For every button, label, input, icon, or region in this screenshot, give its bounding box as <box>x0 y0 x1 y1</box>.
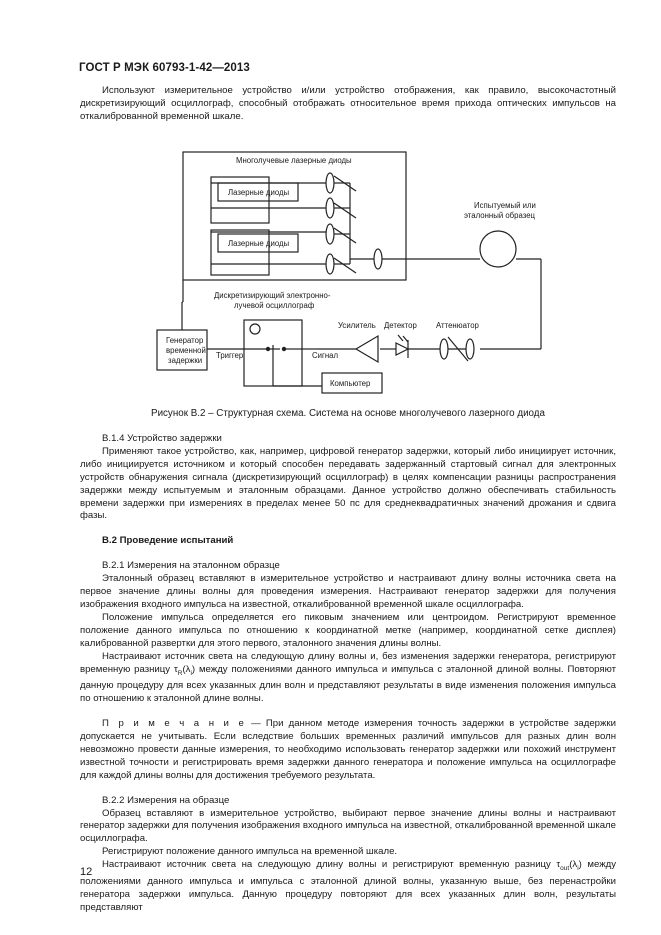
computer-label: Компьютер <box>330 379 371 388</box>
section-b22-title: В.2.2 Измерения на образце <box>102 794 230 806</box>
trigger-label: Триггер <box>216 351 244 360</box>
laser-diodes-label-1: Лазерные диоды <box>228 188 290 197</box>
generator-label-2: временной <box>166 346 206 355</box>
note-text: — При данном методе измерения точность задержки в устройстве задержки допускается не учитывать. Если вследствие больших временных различий импульсов для разных длин волн невозможно провести данные измерения, то необходимо использовать генератор задержки или похожий инструмент известной точности и регистрировать время задержки данного генератора и положение импульса на осциллографе для каждой длины волны для достижения требуемого результата. <box>80 718 616 781</box>
detector-label: Детектор <box>384 321 417 330</box>
section-b21-p1: Эталонный образец вставляют в измерительное устройство и настраивают длину волны источника света на первое значение длины волны для проведения измерения. Настраивают генератор задержки для получения изображения входного импульса на известной, откалиброванной временной шкале осциллографа. <box>80 573 616 610</box>
note-paragraph <box>80 718 616 783</box>
page-number: 12 <box>80 866 93 878</box>
scope-label-2: лучевой осциллограф <box>234 301 315 310</box>
section-b14-title: В.1.4 Устройство задержки <box>102 433 222 444</box>
section-b21-p2: Положение импульса определяется его пиковым значением или центроидом. Регистрируют временное положение данного импульса по отношению к координатной метке (например, координатной сетке дисплея) калиброванной развертки для этого первого, эталонного значения длины волны. <box>80 611 616 649</box>
section-b2-title: В.2 Проведение испытаний <box>102 535 234 547</box>
body-text <box>80 433 616 915</box>
note-label: П р и м е ч а н и е <box>102 718 246 730</box>
fiber-sample-coil <box>480 231 516 267</box>
laser-module-frame <box>183 152 406 280</box>
signal-label: Сигнал <box>312 351 339 360</box>
document-header: ГОСТ Р МЭК 60793-1-42—2013 <box>79 62 250 74</box>
amplifier-triangle <box>356 336 378 362</box>
laser-group-1 <box>211 177 269 223</box>
generator-label-3: задержки <box>168 356 203 365</box>
laser-diodes-label-2: Лазерные диоды <box>228 239 290 248</box>
sample-label-1: Испытуемый или <box>474 201 536 210</box>
intro-text: Используют измерительное устройство и/или устройство отображения, как правило, высокочастотный дискретизирующий осциллограф, способный отображать относительное время прихода оптических импульсов на откалиброванной временной шкале. <box>80 85 616 122</box>
section-b21-p3: Настраивают источник света на следующую длину волны и, без изменения задержки генератора, регистрируют временную разницу $\tau_R(\lambda_i)$ между положениями данного импульса и импульса с эталонной длиной волны. Повторяют данную процедуру для всех указанных длин волн и представляют результаты в виде изменения положения импульса по отношению к эталонной длине волны. <box>80 650 616 705</box>
detector-diode <box>396 343 408 355</box>
attenuator-label: Аттенюатор <box>436 321 479 330</box>
section-b21-title: В.2.1 Измерения на эталонном образце <box>102 560 280 572</box>
generator-label-1: Генератор <box>166 336 204 345</box>
section-b22-p3: Настраивают источник света на следующую длину волны и регистрируют временную разницу $\tau_{out}(\lambda_i)$ между положениями данного импульса и импульса с эталонной длиной волны, указанную выше, без перенастройки генератора задержки импульса. Данную процедуру повторяют для всех указанных длин волн, результаты представляют <box>80 859 617 913</box>
amplifier-label: Усилитель <box>338 321 376 330</box>
scope-label-1: Дискретизирующий электронно- <box>214 291 331 300</box>
section-b22-p2: Регистрируют положение данного импульса на временной шкале. <box>102 846 398 858</box>
section-b14-text: Применяют такое устройство, как, например, цифровой генератор задержки, который либо инициирует источник, либо инициируется источником и который способен передавать задержанный стартовый сигнал для электронных устройств обнаружения сигнала (дискретизирующий осциллограф) в целях компенсации разницы распространения задержки между испытуемым и эталонным образцами. Данное устройство должно обеспечивать стабильность времени задержки при измерениях в пределах менее 50 пс для среднеквадратичных значений дрожания и сдвига фазы. <box>80 445 616 522</box>
figure-caption: Рисунок В.2 – Структурная схема. Система на основе многолучевого лазерного диода <box>151 408 545 419</box>
sample-label-2: эталонный образец <box>464 211 536 220</box>
section-b22-p1: Образец вставляют в измерительное устройство, выбирают первое значение длины волны и настраивают генератор задержки для получения изображения входного импульса на известной, откалиброванной временной шкале осциллографа. <box>80 807 616 845</box>
multibeam-label: Многолучевые лазерные диоды <box>236 156 352 165</box>
